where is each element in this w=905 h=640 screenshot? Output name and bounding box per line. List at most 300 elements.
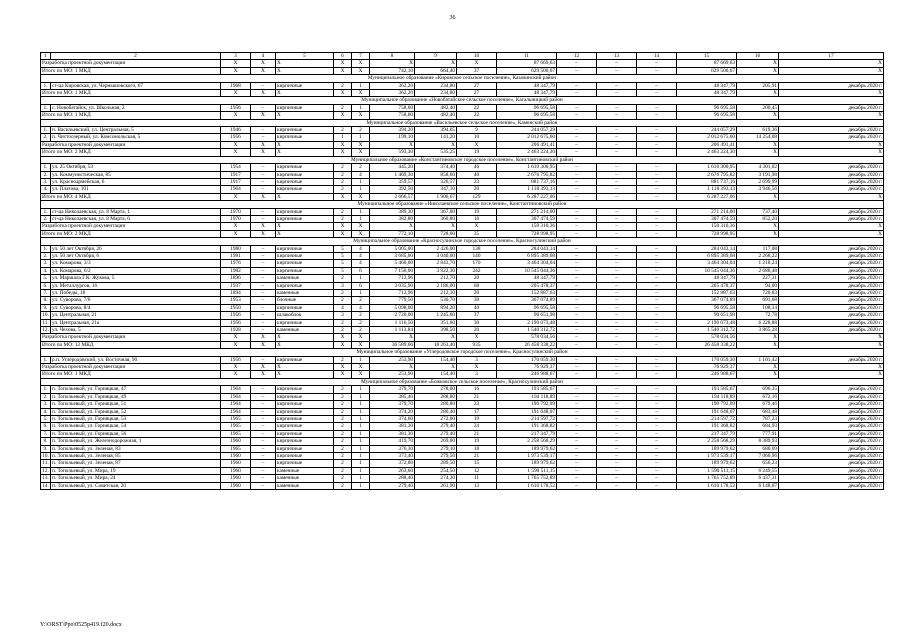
cell-col-13: – — [597, 171, 637, 178]
cell-col-14: – — [637, 282, 677, 289]
cell-col-13: – — [597, 393, 637, 400]
cell-col-11: 1 973 539,17 — [497, 452, 557, 459]
cell-col-16: 6 249,55 — [737, 467, 779, 474]
cell-col-9: 360,80 — [415, 215, 457, 222]
cell-col-13: – — [597, 82, 637, 89]
cell-col-12: – — [557, 223, 597, 230]
cell-col-6: X — [334, 149, 352, 156]
cell-col-5: шлакоблок — [276, 312, 334, 319]
cell-col-10: 10 — [457, 134, 497, 141]
cell-col-16: X — [737, 149, 779, 156]
cell-col-17: X — [779, 230, 884, 237]
cell-col-12: – — [557, 104, 597, 111]
cell-col-8: 372,80 — [370, 460, 415, 467]
cell-col-1: 10. — [42, 452, 49, 459]
cell-col-10: X — [457, 334, 497, 341]
cell-col-16: X — [737, 334, 779, 341]
cell-col-6: X — [334, 90, 352, 97]
cell-col-9: 289,50 — [415, 460, 457, 467]
cell-col-7: 1 — [352, 452, 370, 459]
cell-col-6: X — [334, 112, 352, 119]
cell-col-3: 1946 — [221, 127, 251, 134]
cell-col-7: 2 — [352, 127, 370, 134]
cell-col-11: 214 597,72 — [497, 415, 557, 422]
cell-col-14: – — [637, 327, 677, 334]
cell-col-11: 307 474,59 — [497, 215, 557, 222]
cell-col-4: X — [251, 193, 276, 200]
cell-col-17: декабрь 2020 г. — [779, 475, 884, 482]
cell-col-17: декабрь 2020 г. — [779, 408, 884, 415]
cell-col-9: X — [415, 223, 457, 230]
cell-col-8: 385,40 — [370, 393, 415, 400]
cell-col-15: 2 676 795,82 — [677, 171, 737, 178]
cell-col-15: 217 347,79 — [677, 430, 737, 437]
cell-col-12: – — [557, 208, 597, 215]
cell-col-16: 6 228,88 — [737, 319, 779, 326]
cell-col-5: кирпичные — [276, 134, 334, 141]
cell-col-3: 1965 — [221, 415, 251, 422]
cell-col-14: – — [637, 230, 677, 237]
cell-col-17: декабрь 2020 г. — [779, 393, 884, 400]
cell-col-16: 6 148,07 — [737, 482, 779, 489]
cell-col-9: 1 906,67 — [415, 193, 457, 200]
cell-col-16: 4 301,02 — [737, 164, 779, 171]
cell-col-13: – — [597, 149, 637, 156]
cell-col-10: 68 — [457, 282, 497, 289]
cell-col-12: – — [557, 290, 597, 297]
cell-col-12: – — [557, 215, 597, 222]
cell-col-1: 2. — [41, 215, 51, 222]
cell-col-9: 234,80 — [415, 90, 457, 97]
cell-col-8: 389,30 — [370, 208, 415, 215]
total-row — [41, 112, 884, 119]
cell-col-8: 253,90 — [370, 371, 415, 378]
cell-col-17: декабрь 2020 г. — [779, 171, 884, 178]
cell-col-13: – — [597, 438, 637, 445]
table-row — [41, 423, 884, 430]
cell-col-11: 26 458 338,22 — [497, 341, 557, 348]
cell-col-4: X — [251, 334, 276, 341]
cell-col-11: 152 887,63 — [497, 290, 557, 297]
column-number: 10 — [457, 53, 497, 60]
cell-col-12: – — [557, 482, 597, 489]
cell-col-1: 4. — [41, 186, 51, 193]
cell-col-4: X — [251, 230, 276, 237]
cell-col-15: 2 463 224,30 — [677, 149, 737, 156]
cell-col-17: X — [779, 334, 884, 341]
table-row — [41, 104, 884, 111]
cell-col-6: 2 — [334, 415, 352, 422]
cell-col-15: 271 214,00 — [677, 208, 737, 215]
cell-col-6: 2 — [334, 186, 352, 193]
column-number: 3 — [221, 53, 251, 60]
cell-col-9: 664,40 — [415, 67, 457, 74]
cell-col-7: 1 — [352, 460, 370, 467]
cell-col-7: X — [352, 364, 370, 371]
cell-col-12: – — [557, 90, 597, 97]
cell-col-6: 2 — [334, 164, 352, 171]
cell-col-13: – — [597, 319, 637, 326]
cell-col-3: X — [221, 334, 251, 341]
cell-col-4: – — [251, 401, 276, 408]
cell-col-8: 758,60 — [370, 104, 415, 111]
cell-col-1: 3. — [41, 178, 51, 185]
cell-col-10: 3 — [457, 356, 497, 363]
cell-col-7: 1 — [352, 408, 370, 415]
table-row — [41, 327, 884, 334]
cell-col-2: ул. Центральная, 21а — [51, 319, 221, 326]
cell-col-12: – — [557, 475, 597, 482]
cell-col-17: декабрь 2020 г. — [779, 178, 884, 185]
cell-col-1: 11. — [42, 319, 49, 326]
cell-col-11: 189 979,62 — [497, 460, 557, 467]
cell-col-4: X — [251, 60, 276, 67]
cell-col-8: 712,96 — [370, 275, 415, 282]
column-number: 12 — [557, 53, 597, 60]
cell-col-5: кирпичные — [276, 423, 334, 430]
cell-col-6: 2 — [334, 178, 352, 185]
cell-col-14: – — [637, 356, 677, 363]
cell-col-9: 482,40 — [415, 104, 457, 111]
cell-col-5: кирпичные — [276, 393, 334, 400]
cell-col-13: – — [597, 415, 637, 422]
cell-col-13: – — [597, 275, 637, 282]
cell-col-5: кирпичные — [276, 452, 334, 459]
cell-col-16: 1 101,42 — [737, 356, 779, 363]
cell-col-13: – — [597, 423, 637, 430]
cell-col-10: 30 — [457, 319, 497, 326]
cell-col-16: 787,23 — [737, 415, 779, 422]
cell-col-14: – — [637, 364, 677, 371]
cell-col-12: – — [557, 252, 597, 259]
municipality-heading: Муниципальное образование «Константиновское городское поселение», Константиновский район — [41, 156, 884, 163]
cell-col-13: – — [597, 164, 637, 171]
cell-col-10: 19 — [457, 208, 497, 215]
column-number: 13 — [597, 53, 637, 60]
cell-col-13: – — [597, 178, 637, 185]
cell-col-15: 367 074,89 — [677, 297, 737, 304]
cell-col-6: 2 — [334, 356, 352, 363]
cell-col-10: X — [457, 60, 497, 67]
table-row — [41, 208, 884, 215]
cell-col-8: 3 035,90 — [370, 282, 415, 289]
cell-col-8: 288,40 — [370, 475, 415, 482]
cell-col-8: 263,60 — [370, 467, 415, 474]
cell-col-9: 280,40 — [415, 408, 457, 415]
column-number: 14 — [637, 53, 677, 60]
cell-col-12: – — [557, 82, 597, 89]
cell-col-2: ул. Красноармейская, 6 — [51, 178, 221, 185]
cell-col-14: – — [637, 371, 677, 378]
cell-col-11: 194 118,89 — [497, 393, 557, 400]
cell-col-13: – — [597, 290, 637, 297]
cell-col-11: 190 792,09 — [497, 401, 557, 408]
total-label: Разработка проектной документации — [41, 364, 221, 371]
cell-col-3: 1964 — [221, 401, 251, 408]
cell-col-16: 691,68 — [737, 297, 779, 304]
cell-col-14: – — [637, 467, 677, 474]
cell-col-8: X — [370, 364, 415, 371]
cell-col-12: – — [557, 275, 597, 282]
cell-col-5: X — [276, 341, 334, 348]
cell-col-4: – — [251, 327, 276, 334]
total-label: Итого по МО: 1 МКД — [41, 90, 221, 97]
municipality-heading: Муниципальное образование «Углеродовское городское поселение», Красносулинский район — [41, 349, 884, 356]
cell-col-13: – — [597, 134, 637, 141]
cell-col-13: – — [597, 60, 637, 67]
cell-col-4: – — [251, 178, 276, 185]
municipality-heading: Муниципальное образование «Новобатайское сельское поселение», Кагальницкий район — [41, 97, 884, 104]
cell-col-16: 852,20 — [737, 215, 779, 222]
cell-col-1: 1. — [41, 127, 51, 134]
cell-col-16: X — [737, 141, 779, 148]
cell-col-7: X — [352, 371, 370, 378]
cell-col-6: X — [334, 141, 352, 148]
cell-col-4: – — [251, 282, 276, 289]
cell-col-5: кирпичные — [276, 430, 334, 437]
cell-col-15: 96 695,58 — [677, 104, 737, 111]
cell-col-10: 935 — [457, 341, 497, 348]
cell-col-2: п. Топольевый, ул. Мира, 19 — [51, 467, 221, 474]
municipality-heading: Муниципальное образование «Божковское сельское поселение», Красносулинский район — [41, 378, 884, 385]
cell-col-11: 170 059,30 — [497, 356, 557, 363]
cell-col-3: 1964 — [221, 186, 251, 193]
cell-col-9: 18 263,40 — [415, 341, 457, 348]
cell-col-4: – — [251, 408, 276, 415]
cell-col-4: – — [251, 297, 276, 304]
cell-col-10: 12 — [457, 467, 497, 474]
cell-col-2: п. Васильевский, ул. Центральная, 5 — [51, 127, 221, 134]
cell-col-7: 2 — [352, 312, 370, 319]
cell-col-17: X — [779, 371, 884, 378]
cell-col-9: 269,00 — [415, 438, 457, 445]
cell-col-12: – — [557, 334, 597, 341]
cell-col-12: – — [557, 452, 597, 459]
table-row — [41, 275, 884, 282]
cell-col-11: 90 651,98 — [497, 312, 557, 319]
cell-col-12: – — [557, 415, 597, 422]
cell-col-2: с. Новобатайск, ул. Школьная, 2 — [51, 104, 221, 111]
cell-col-16: X — [737, 193, 779, 200]
cell-col-7: X — [352, 60, 370, 67]
table-row — [41, 178, 884, 185]
cell-col-5: X — [276, 67, 334, 74]
cell-col-3: X — [221, 112, 251, 119]
cell-col-6: X — [334, 334, 352, 341]
total-label: Итого по МО: 1 МКД — [41, 112, 221, 119]
cell-col-10: 16 — [457, 386, 497, 393]
cell-col-8: 279,40 — [370, 482, 415, 489]
cell-col-17: декабрь 2020 г. — [779, 260, 884, 267]
cell-col-7: 1 — [352, 423, 370, 430]
cell-col-17: X — [779, 90, 884, 97]
cell-col-13: – — [597, 467, 637, 474]
cell-col-11: 1 590 511,15 — [497, 467, 557, 474]
cell-col-4: – — [251, 452, 276, 459]
cell-col-11: 10 545 044,36 — [497, 267, 557, 274]
cell-col-11: 2 012 675,60 — [497, 134, 557, 141]
cell-col-6: 5 — [334, 267, 352, 274]
cell-col-10: X — [457, 223, 497, 230]
cell-col-13: – — [597, 245, 637, 252]
cell-col-5: кирпичные — [276, 304, 334, 311]
cell-col-15: 881 737,16 — [677, 178, 737, 185]
cell-col-12: – — [557, 386, 597, 393]
cell-col-2: ул. Коммунистическая, 85 — [51, 171, 221, 178]
cell-col-12: – — [557, 141, 597, 148]
cell-col-10: 24 — [457, 423, 497, 430]
cell-col-14: – — [637, 334, 677, 341]
cell-col-8: 779,50 — [370, 297, 415, 304]
cell-col-7: 1 — [352, 393, 370, 400]
cell-col-9: 280,80 — [415, 401, 457, 408]
cell-col-6: 2 — [334, 467, 352, 474]
cell-col-15: 48 347,79 — [677, 275, 737, 282]
cell-col-6: 3 — [334, 282, 352, 289]
cell-col-12: – — [557, 193, 597, 200]
cell-col-5: кирпичные — [276, 127, 334, 134]
cell-col-6: 3 — [334, 312, 352, 319]
cell-col-16: 679,46 — [737, 401, 779, 408]
cell-col-17: декабрь 2020 г. — [779, 245, 884, 252]
cell-col-16: 108,14 — [737, 304, 779, 311]
cell-col-2: ул. Суворова, 7/6 — [51, 297, 221, 304]
cell-col-6: X — [334, 223, 352, 230]
cell-col-16: 200,45 — [737, 104, 779, 111]
cell-col-14: – — [637, 245, 677, 252]
cell-col-1: 6. — [41, 282, 51, 289]
cell-col-11: 1 540 312,72 — [497, 327, 557, 334]
cell-col-9: 858,60 — [415, 171, 457, 178]
cell-col-15: 152 887,63 — [677, 290, 737, 297]
cell-col-13: – — [597, 356, 637, 363]
cell-col-13: – — [597, 312, 637, 319]
total-label: Разработка проектной документации — [41, 141, 221, 148]
cell-col-1: 2. — [41, 134, 51, 141]
cell-col-15: 189 979,62 — [677, 460, 737, 467]
cell-col-3: 1960 — [221, 452, 251, 459]
cell-col-13: – — [597, 475, 637, 482]
cell-col-5: X — [276, 60, 334, 67]
cell-col-17: декабрь 2020 г. — [779, 267, 884, 274]
table-row — [41, 460, 884, 467]
cell-col-14: – — [637, 252, 677, 259]
cell-col-13: – — [597, 445, 637, 452]
cell-col-14: – — [637, 164, 677, 171]
cell-col-14: – — [637, 386, 677, 393]
cell-col-14: – — [637, 193, 677, 200]
cell-col-16: 680,69 — [737, 445, 779, 452]
cell-col-12: – — [557, 230, 597, 237]
cell-col-11: 244 057,29 — [497, 127, 557, 134]
cell-col-4: – — [251, 267, 276, 274]
total-row — [41, 230, 884, 237]
cell-col-1: 6. — [41, 423, 51, 430]
cell-col-11: 578 034,56 — [497, 334, 557, 341]
cell-col-14: – — [637, 297, 677, 304]
cell-col-16: 656,23 — [737, 460, 779, 467]
cell-col-3: 1960 — [221, 438, 251, 445]
cell-col-8: 742,10 — [370, 67, 415, 74]
total-label: Разработка проектной документации — [41, 60, 221, 67]
cell-col-16: X — [737, 60, 779, 67]
cell-col-6: X — [334, 230, 352, 237]
cell-col-3: 1956 — [221, 356, 251, 363]
cell-col-8: X — [370, 223, 415, 230]
cell-col-12: – — [557, 178, 597, 185]
cell-col-15: 2 012 675,60 — [677, 134, 737, 141]
cell-col-7: X — [352, 90, 370, 97]
cell-col-10: X — [457, 141, 497, 148]
cell-col-17: декабрь 2020 г. — [779, 401, 884, 408]
cell-col-7: X — [352, 341, 370, 348]
cell-col-16: 205,91 — [737, 82, 779, 89]
cell-col-13: – — [597, 297, 637, 304]
cell-col-17: X — [779, 141, 884, 148]
table-row — [41, 297, 884, 304]
cell-col-16: X — [737, 112, 779, 119]
cell-col-1: 1. — [41, 245, 51, 252]
cell-col-17: декабрь 2020 г. — [779, 327, 884, 334]
table-row — [41, 127, 884, 134]
cell-col-9: 367,80 — [415, 208, 457, 215]
cell-col-5: кирпичные — [276, 164, 334, 171]
cell-col-3: 1964 — [221, 408, 251, 415]
cell-col-15: 48 347,79 — [677, 90, 737, 97]
municipality-heading-row — [41, 349, 884, 356]
cell-col-11: 271 214,00 — [497, 208, 557, 215]
table-row — [41, 304, 884, 311]
total-row — [41, 149, 884, 156]
cell-col-4: X — [251, 364, 276, 371]
total-label: Итого по МО: 2 МКД — [41, 149, 221, 156]
cell-col-10: 15 — [457, 460, 497, 467]
cell-col-1: 2. — [41, 252, 51, 259]
cell-col-1: 12. — [42, 327, 49, 334]
cell-col-9: 272,00 — [415, 415, 457, 422]
cell-col-12: – — [557, 67, 597, 74]
cell-col-15: 193 585,67 — [677, 386, 737, 393]
cell-col-3: 1917 — [221, 171, 251, 178]
cell-col-3: 1968 — [221, 82, 251, 89]
cell-col-11: 217 347,79 — [497, 430, 557, 437]
table-row — [41, 267, 884, 274]
cell-col-12: – — [557, 164, 597, 171]
cell-col-14: – — [637, 430, 677, 437]
cell-col-14: – — [637, 475, 677, 482]
cell-col-9: 279,50 — [415, 452, 457, 459]
cell-col-2: ул. Суворова, 8/4 — [51, 304, 221, 311]
cell-col-9: 535,25 — [415, 149, 457, 156]
column-number: 6 — [334, 53, 352, 60]
cell-col-17: декабрь 2020 г. — [779, 252, 884, 259]
cell-col-7: 4 — [352, 260, 370, 267]
cell-col-17: декабрь 2020 г. — [779, 438, 884, 445]
cell-col-4: X — [251, 223, 276, 230]
cell-col-17: X — [779, 112, 884, 119]
cell-col-9: 278,00 — [415, 386, 457, 393]
cell-col-3: X — [221, 67, 251, 74]
cell-col-8: 419,70 — [370, 438, 415, 445]
cell-col-6: 2 — [334, 408, 352, 415]
cell-col-1: 10. — [42, 312, 49, 319]
table-row — [41, 290, 884, 297]
cell-col-11: 96 695,58 — [497, 104, 557, 111]
cell-col-9: 261,90 — [415, 482, 457, 489]
cell-col-16: 672,16 — [737, 393, 779, 400]
cell-col-10: 170 — [457, 260, 497, 267]
cell-col-11: 2 190 073,48 — [497, 319, 557, 326]
